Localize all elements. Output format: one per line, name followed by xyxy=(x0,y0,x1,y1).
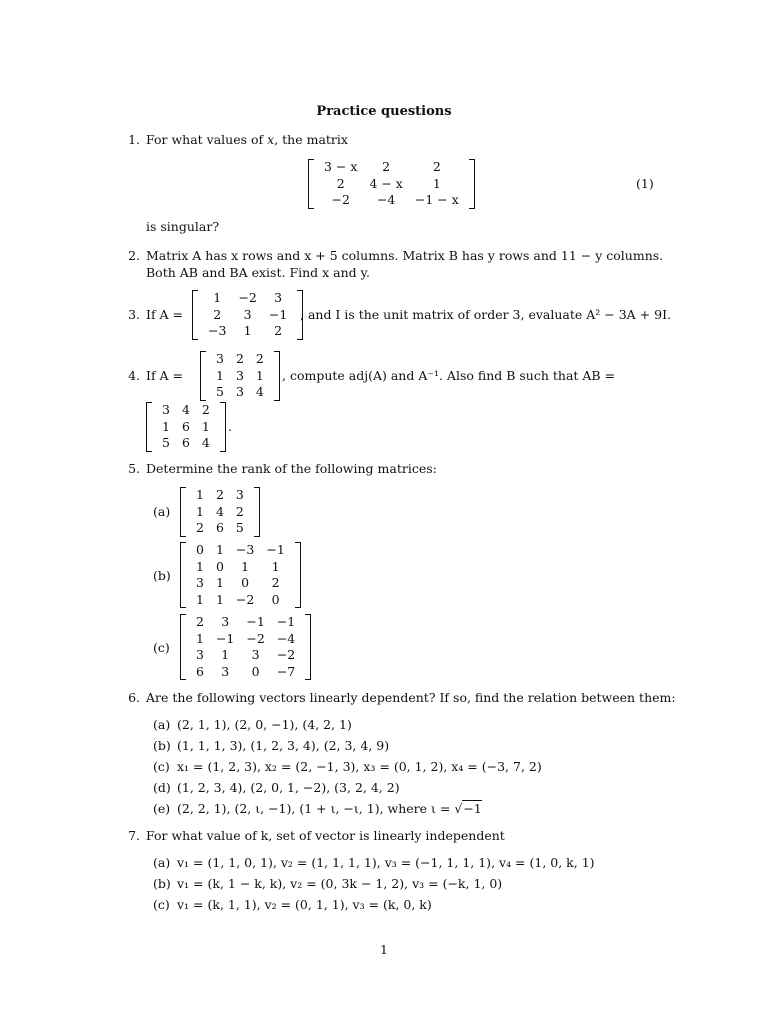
matrix-cell: −2 xyxy=(246,630,265,646)
matrix-cell: 0 xyxy=(251,663,260,679)
matrix-cell: 2 xyxy=(235,351,244,366)
question-7-part-text: v₁ = (1, 1, 0, 1), v₂ = (1, 1, 1, 1), v₃ = (−1, 1, 1, 1), v₄ = (1, 0, k, 1) xyxy=(177,855,595,870)
matrix-cell: 2 xyxy=(432,159,441,174)
matrix-cell: 2 xyxy=(271,575,280,590)
matrix-cell: 0 xyxy=(196,542,204,557)
matrix-cell: −7 xyxy=(276,663,296,679)
question-4-prefix: If A = xyxy=(146,368,184,383)
question-6-part-label: (b) xyxy=(153,738,171,753)
matrix-cell: 3 xyxy=(235,487,244,502)
matrix-cell: 1 xyxy=(221,647,230,662)
matrix-cell: −1 xyxy=(266,542,285,557)
matrix-cell: 4 xyxy=(201,435,210,450)
matrix-cell: −3 xyxy=(235,542,255,557)
question-7-text: For what value of k, set of vector is linearly independent xyxy=(146,828,505,843)
matrix-cell: −1 − x xyxy=(414,192,459,207)
question-5-text: Determine the rank of the following matrices: xyxy=(146,461,437,476)
sqrt-argument: −1 xyxy=(463,801,482,816)
question-5-part-a-matrix xyxy=(180,487,260,537)
matrix-row xyxy=(210,384,270,401)
matrix-row xyxy=(156,402,216,419)
matrix-cell: 1 xyxy=(196,558,204,574)
question-6-part-label: (c) xyxy=(153,759,170,774)
matrix-cell: 1 xyxy=(432,175,441,191)
matrix-row xyxy=(190,487,250,504)
matrix-row xyxy=(202,290,293,307)
question-5-part-b-matrix xyxy=(180,542,301,608)
matrix-cell: 5 xyxy=(162,435,170,450)
question-6-part-text xyxy=(177,801,482,817)
matrix-row xyxy=(190,542,291,559)
matrix-cell: 4 xyxy=(181,402,190,417)
question-6-number: 6. xyxy=(128,690,140,705)
matrix-row xyxy=(190,575,291,592)
matrix-row xyxy=(190,664,301,681)
matrix-cell: 1 xyxy=(271,558,280,574)
matrix-cell: 1 xyxy=(196,630,204,646)
question-7-part-label: (b) xyxy=(153,876,171,891)
matrix-row xyxy=(190,614,301,631)
question-5-part-a-label: (a) xyxy=(153,504,171,519)
matrix-row xyxy=(210,351,270,368)
question-6-part-text: (2, 1, 1), (2, 0, −1), (4, 2, 1) xyxy=(177,717,352,732)
matrix-row xyxy=(190,647,301,664)
matrix-cell: 4 − x xyxy=(369,175,403,191)
question-2-line-1: Matrix A has x rows and x + 5 columns. Matrix B has y rows and 11 − y columns. xyxy=(146,248,664,263)
matrix-cell: −2 xyxy=(238,290,257,305)
matrix-cell: 6 xyxy=(181,418,190,434)
matrix-row xyxy=(210,368,270,385)
matrix-cell: 6 xyxy=(215,520,224,535)
matrix-cell: 1 xyxy=(241,558,250,574)
question-4-suffix: , compute adj(A) and A⁻¹. Also find B such that AB = xyxy=(282,368,616,383)
question-1-after: is singular? xyxy=(146,219,220,234)
matrix-cell: 1 xyxy=(196,591,204,607)
question-1-number: 1. xyxy=(128,132,140,147)
matrix-row xyxy=(202,323,293,340)
matrix-cell: 5 xyxy=(235,520,244,535)
matrix-cell: 2 xyxy=(255,351,264,366)
question-6-text: Are the following vectors linearly dependent? If so, find the relation between them: xyxy=(146,690,676,705)
matrix-cell: 3 xyxy=(243,306,252,322)
question-1-var: x xyxy=(267,132,275,147)
matrix-cell: −4 xyxy=(276,630,296,646)
matrix-cell: 0 xyxy=(271,591,280,607)
matrix-row xyxy=(318,176,465,193)
matrix-cell: −2 xyxy=(331,192,350,207)
question-4-matrix-b xyxy=(146,402,226,452)
matrix-cell: 0 xyxy=(215,558,224,574)
matrix-cell: 1 xyxy=(213,290,222,305)
question-7-part-text: v₁ = (k, 1, 1), v₂ = (0, 1, 1), v₃ = (k, 0, k) xyxy=(177,897,432,912)
matrix-cell: −3 xyxy=(208,323,227,338)
question-6-part-text: x₁ = (1, 2, 3), x₂ = (2, −1, 3), x₃ = (0, 1, 2), x₄ = (−3, 7, 2) xyxy=(177,759,542,774)
question-6-part-label: (e) xyxy=(153,801,171,816)
matrix-cell: 1 xyxy=(216,367,224,383)
question-6-part-e-text: (2, 2, 1), (2, ι, −1), (1 + ι, −ι, 1), where ι = √ xyxy=(177,801,463,816)
equation-label: (1) xyxy=(636,176,654,191)
question-1-matrix xyxy=(308,159,475,209)
matrix-cell: 3 xyxy=(216,351,224,366)
question-6-part-text: (1, 1, 1, 3), (1, 2, 3, 4), (2, 3, 4, 9) xyxy=(177,738,390,753)
matrix-cell: −2 xyxy=(235,591,255,607)
question-1-text-a: For what values of xyxy=(146,132,268,147)
matrix-cell: 3 xyxy=(196,647,204,662)
matrix-row xyxy=(190,504,250,521)
matrix-cell: 3 − x xyxy=(324,159,358,174)
matrix-cell: 3 xyxy=(274,290,283,305)
matrix-cell: 2 xyxy=(336,175,345,191)
question-7-part-label: (a) xyxy=(153,855,171,870)
matrix-cell: 1 xyxy=(215,542,224,557)
matrix-cell: 1 xyxy=(196,503,204,519)
matrix-row xyxy=(156,419,216,436)
matrix-cell: 1 xyxy=(243,323,252,338)
matrix-cell: 3 xyxy=(221,614,230,629)
matrix-cell: 2 xyxy=(215,487,224,502)
matrix-cell: 3 xyxy=(235,367,244,383)
matrix-row xyxy=(318,192,465,209)
matrix-cell: −4 xyxy=(376,192,396,207)
question-6-part-text: (1, 2, 3, 4), (2, 0, 1, −2), (3, 2, 4, 2) xyxy=(177,780,400,795)
matrix-cell: 2 xyxy=(235,503,244,519)
question-5-part-b-label: (b) xyxy=(153,568,171,583)
matrix-row xyxy=(318,159,465,176)
matrix-cell: 3 xyxy=(235,384,244,399)
matrix-cell: 1 xyxy=(201,418,210,434)
matrix-cell: 1 xyxy=(255,367,264,383)
question-7-part-text: v₁ = (k, 1 − k, k), v₂ = (0, 3k − 1, 2), v₃ = (−k, 1, 0) xyxy=(177,876,503,891)
matrix-cell: 2 xyxy=(274,323,283,338)
matrix-cell: 6 xyxy=(181,435,190,450)
matrix-cell: −1 xyxy=(215,630,235,646)
question-4-matrix-a xyxy=(200,351,280,401)
question-2-number: 2. xyxy=(128,248,140,263)
page-number: 1 xyxy=(380,942,388,957)
matrix-cell: 6 xyxy=(196,663,204,679)
question-1-text-b: , the matrix xyxy=(274,132,348,147)
matrix-cell: 1 xyxy=(196,487,204,502)
matrix-cell: −1 xyxy=(268,306,288,322)
question-5-part-c-matrix xyxy=(180,614,311,680)
question-3-number: 3. xyxy=(128,307,140,322)
question-4-number: 4. xyxy=(128,368,140,383)
question-5-number: 5. xyxy=(128,461,140,476)
matrix-cell: 1 xyxy=(162,418,170,434)
question-2-line-2: Both AB and BA exist. Find x and y. xyxy=(146,265,371,280)
question-6-part-label: (a) xyxy=(153,717,171,732)
question-3-suffix: , and I is the unit matrix of order 3, evaluate A² − 3A + 9I. xyxy=(300,307,671,322)
question-4-end: . xyxy=(228,419,232,434)
matrix-cell: 2 xyxy=(196,614,204,629)
matrix-row xyxy=(202,307,293,324)
page-title: Practice questions xyxy=(316,104,452,119)
question-6-part-label: (d) xyxy=(153,780,171,795)
question-7-part-label: (c) xyxy=(153,897,170,912)
matrix-cell: 2 xyxy=(201,402,210,417)
matrix-cell: 3 xyxy=(221,663,230,679)
matrix-row xyxy=(190,631,301,648)
matrix-cell: 3 xyxy=(196,575,204,590)
question-5-part-c-label: (c) xyxy=(153,640,170,655)
matrix-row xyxy=(156,435,216,452)
matrix-cell: 4 xyxy=(255,384,264,399)
matrix-cell: 2 xyxy=(213,306,222,322)
question-3-matrix xyxy=(192,290,303,340)
matrix-cell: −2 xyxy=(276,647,296,662)
matrix-cell: 1 xyxy=(215,575,224,590)
matrix-row xyxy=(190,520,250,537)
matrix-row xyxy=(190,559,291,576)
question-7-number: 7. xyxy=(128,828,140,843)
matrix-cell: 0 xyxy=(241,575,250,590)
matrix-cell: 5 xyxy=(216,384,224,399)
matrix-cell: 2 xyxy=(196,520,204,535)
question-1-text xyxy=(146,132,348,148)
matrix-cell: 4 xyxy=(215,503,224,519)
matrix-cell: −1 xyxy=(246,614,265,629)
matrix-row xyxy=(190,592,291,609)
matrix-cell: 1 xyxy=(215,591,224,607)
matrix-cell: −1 xyxy=(276,614,296,629)
matrix-cell: 3 xyxy=(251,647,260,662)
matrix-cell: 2 xyxy=(382,159,391,174)
question-3-prefix: If A = xyxy=(146,307,184,322)
matrix-cell: 3 xyxy=(162,402,170,417)
